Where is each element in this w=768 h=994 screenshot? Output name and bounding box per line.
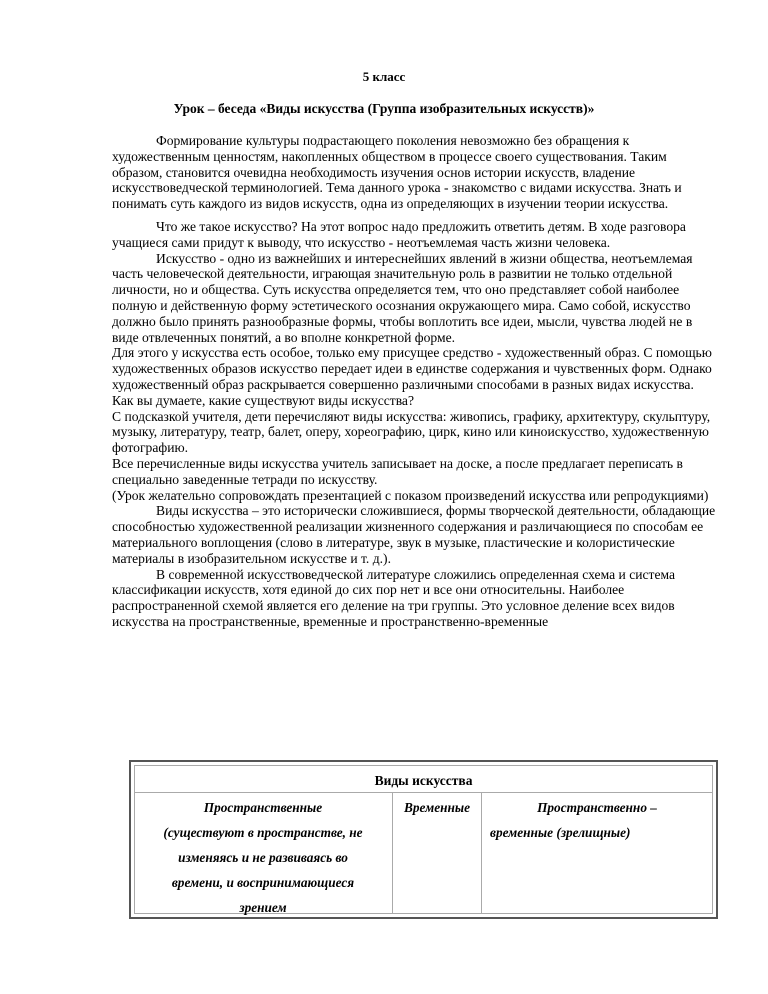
- paragraph-artistic-image: Для этого у искусства есть особое, только ему присущее средство - художественный образ. С помощью художественных образов искусство передает идеи в единстве содержания и чувственных форм. Однако художественный образ раскрывается совершенно различными способами в разных видах искусства.: [112, 345, 712, 392]
- lesson-title: Урок – беседа «Виды искусства (Группа изобразительных искусств)»: [173, 101, 595, 116]
- column-spatial-line: изменяясь и не развиваясь во: [178, 850, 348, 865]
- paragraph-question: Что же такое искусство? На этот вопрос надо предложить ответить детям. В ходе разговора учащиеся сами придут к выводу, что искусство - неотъемлемая часть жизни человека.: [112, 218, 686, 250]
- body-text: [112, 133, 717, 630]
- column-spatial-line: (существуют в пространстве, не: [163, 825, 363, 840]
- paragraph-types-question: Как вы думаете, какие существуют виды искусства?: [112, 392, 415, 408]
- column-spatial-line: времени, и воспринимающиеся: [171, 875, 355, 890]
- paragraph-intro: Формирование культуры подрастающего поколения невозможно без обращения к художественным ценностям, накопленных обществом в процессе своего существования. Таким образом, становится очевидна необходимость изучения основ истории искусств, владение искусствоведческой терминологией. Тема данного урока - знакомство с видами искусства. Знать и понимать суть каждого из видов искусств, одна из определяющих в изучении теории искусства.: [112, 133, 682, 212]
- column-spatial-line: зрением: [239, 900, 287, 915]
- column-spatial-title: Пространственные: [203, 800, 323, 815]
- column-spatiotemporal-title: Пространственно –: [537, 800, 657, 815]
- grade-heading: 5 класс: [362, 69, 406, 84]
- paragraph-board: Все перечисленные виды искусства учитель записывает на доске, а после предлагает переписать в специально заведенные тетради по искусству.: [112, 455, 683, 487]
- paragraph-types-definition: Виды искусства – это исторически сложившиеся, формы творческой деятельности, обладающие способностью художественной реализации жизненного содержания и различающиеся по способам ее материального воплощения (слово в литературе, звук в музыке, пластические и колористические материалы в изобразительном искусстве и т. д.).: [112, 503, 716, 566]
- paragraph-classification: В современной искусствоведческой литературе сложились определенная схема и система классификации искусств, хотя единой до сих пор нет и все они относительны. Наиболее распространенной схемой является его деление на три группы. Это условное деление всех видов искусства на пространственные, временные и пространственно-временные: [112, 566, 676, 629]
- column-spatiotemporal-subtitle: временные (зрелищные): [490, 825, 631, 840]
- art-types-table: [129, 760, 718, 919]
- art-types-table-inner: [134, 765, 713, 914]
- table-header: Виды искусства: [135, 766, 712, 793]
- paragraph-art-definition: Искусство - одно из важнейших и интереснейших явлений в жизни общества, неотъемлемая часть человеческой деятельности, играющая значительную роль в развитии не только отдельной личности, но и общества. Суть искусства определяется тем, что оно представляет собой наиболее полную и действенную форму эстетического осознания окружающего мира. Само собой, искусство должно было принять разнообразные формы, чтобы воплотить все идеи, мысли, чувства людей не в виде отвлеченных понятий, а во вполне конкретной форме.: [112, 250, 693, 345]
- column-temporal: [392, 793, 482, 913]
- column-spatial: [135, 793, 391, 913]
- column-temporal-title: Временные: [404, 800, 470, 815]
- column-spatiotemporal: [482, 793, 712, 913]
- paragraph-list-of-arts: С подсказкой учителя, дети перечисляют виды искусства: живопись, графику, архитектуру, скульптуру, музыку, литературу, театр, балет, оперу, хореографию, цирк, кино или киноискусство, художественную фотографию.: [112, 408, 711, 456]
- paragraph-presentation-note: (Урок желательно сопровождать презентацией с показом произведений искусства или репродукциями): [112, 487, 709, 503]
